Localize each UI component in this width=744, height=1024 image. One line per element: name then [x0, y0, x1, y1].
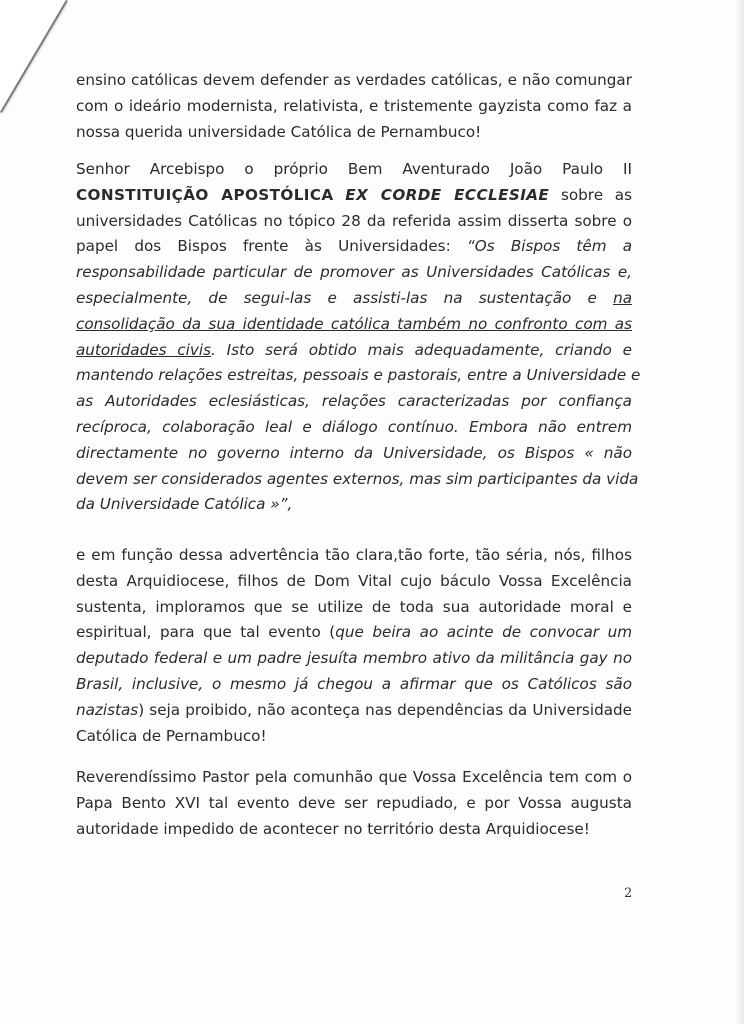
text-run: com o ideário modernista, relativista, e tristemente gayzista como faz a: [76, 96, 632, 115]
text-run: papel dos Bispos frente às Universidades:: [76, 237, 467, 256]
paragraph-3: [76, 543, 632, 749]
text-run: sobre as: [549, 185, 633, 204]
text-run: desta Arquidiocese, filhos de Dom Vital cujo báculo Vossa Excelência: [76, 571, 632, 590]
text-line: [76, 363, 641, 389]
text-line: [76, 467, 639, 493]
text-run: EX CORDE ECCLESIAE: [345, 185, 550, 204]
text-run: Brasil, inclusive, o mesmo já chegou a afirmar que os Católicos são: [76, 674, 632, 693]
text-line: [76, 338, 632, 364]
text-line: [76, 260, 632, 286]
text-line: [76, 543, 632, 569]
text-line: [76, 183, 632, 209]
text-run: que beira ao acinte de convocar um: [335, 623, 632, 642]
text-line: [76, 234, 632, 260]
text-run: recíproca, colaboração leal e diálogo contínuo. Embora não entrem: [76, 417, 632, 436]
text-run: mantendo relações estreitas, pessoais e pastorais, entre a Universidade e: [76, 366, 641, 385]
text-run: nossa querida universidade Católica de Pernambuco!: [76, 122, 482, 141]
page-number: 2: [624, 886, 633, 901]
text-run: [334, 186, 346, 204]
text-line: [76, 441, 632, 467]
page-edge-shadow: [734, 0, 744, 1024]
text-line: [76, 724, 632, 750]
text-line: [76, 765, 632, 791]
text-line: [76, 68, 632, 94]
paragraph-4: [76, 765, 632, 842]
text-line: [76, 569, 632, 595]
text-run: . Isto será obtido mais adequadamente, criando e: [211, 340, 632, 359]
text-run: Reverendíssimo Pastor pela comunhão que Vossa Excelência tem com o: [76, 768, 632, 786]
text-line: [76, 791, 632, 817]
text-run: ) seja proibido, não aconteça nas dependências da Universidade: [138, 700, 632, 719]
text-run: ensino católicas devem defender as verdades católicas, e não comungar: [76, 71, 632, 89]
text-run: universidades Católicas no tópico 28 da referida assim disserta sobre o: [76, 211, 632, 230]
text-run: sustenta, imploramos que se utilize de toda sua autoridade moral e: [76, 597, 632, 616]
text-run: Católica de Pernambuco!: [76, 726, 267, 745]
text-run: devem ser considerados agentes externos, mas sim participantes da vida: [76, 469, 639, 488]
text-line: [76, 312, 632, 338]
text-run: na: [613, 288, 632, 307]
text-run: responsabilidade particular de promover as Universidades Católicas e,: [76, 263, 632, 282]
text-run: autoridades civis: [76, 340, 211, 359]
text-line: [76, 595, 632, 621]
text-line: [76, 620, 632, 646]
text-line: [76, 120, 632, 146]
text-line: [76, 415, 632, 441]
text-run: autoridade impedido de acontecer no território desta Arquidiocese!: [76, 819, 590, 838]
text-run: Papa Bento XVI tal evento deve ser repudiado, e por Vossa augusta: [76, 793, 632, 812]
text-run: directamente no governo interno da Universidade, os Bispos « não: [76, 443, 632, 462]
text-line: [76, 646, 632, 672]
text-line: [76, 492, 632, 518]
text-line: [76, 286, 632, 312]
text-run: espiritual, para que tal evento (: [76, 623, 336, 642]
text-line: [76, 94, 632, 120]
text-run: CONSTITUIÇÃO APOSTÓLICA: [76, 185, 334, 204]
text-line: [76, 817, 632, 843]
text-line: [76, 389, 632, 415]
text-line: [76, 698, 632, 724]
text-line: [76, 209, 632, 235]
text-run: nazistas: [76, 700, 139, 719]
text-run: “Os Bispos têm a: [466, 237, 633, 256]
text-run: e em função dessa advertência tão clara,tão forte, tão séria, nós, filhos: [76, 546, 632, 564]
text-run: Senhor Arcebispo o próprio Bem Aventurado João Paulo II: [76, 160, 632, 178]
text-line: [76, 672, 632, 698]
text-run: as Autoridades eclesiásticas, relações caracterizadas por confiança: [76, 392, 632, 411]
text-run: da Universidade Católica »”,: [76, 495, 293, 514]
paragraph-2: [76, 157, 641, 518]
text-line: [76, 157, 632, 183]
text-run: especialmente, de segui-las e assisti-las na sustentação e: [76, 288, 614, 307]
text-run: consolidação da sua identidade católica também no confronto com as: [76, 314, 632, 333]
text-run: deputado federal e um padre jesuíta membro ativo da militância gay no: [76, 649, 632, 668]
paragraph-1: [76, 68, 632, 145]
